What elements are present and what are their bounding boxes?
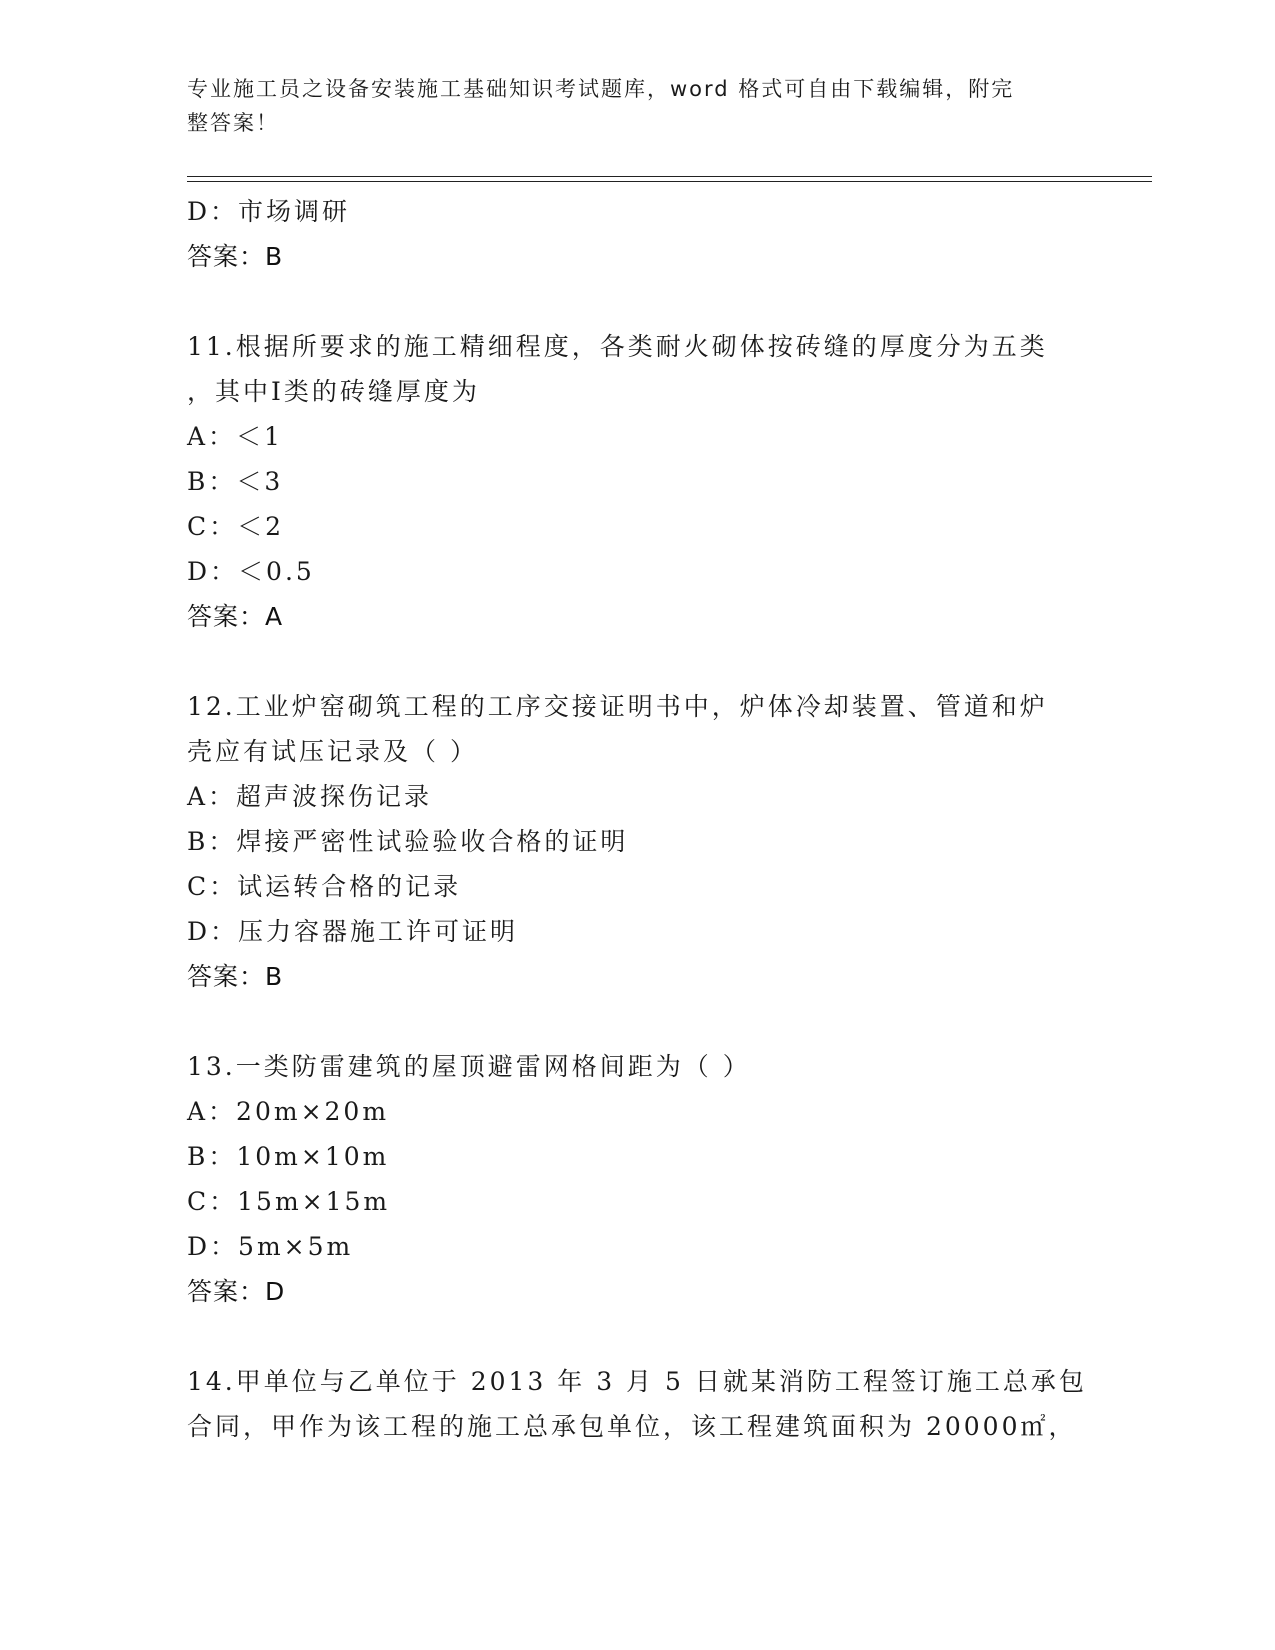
document-body [187, 189, 1087, 1449]
question-stem-line: 14.甲单位与乙单位于 2013 年 3 月 5 日就某消防工程签订施工总承包 [187, 1367, 1087, 1396]
option-b: B：10m×10m [187, 1142, 390, 1171]
header-line-1: 专业施工员之设备安装施工基础知识考试题库，word 格式可自由下载编辑，附完 [187, 77, 1015, 101]
header-divider-top [187, 176, 1152, 177]
question-stem-line: 13.一类防雷建筑的屋顶避雷网格间距为（ ） [187, 1052, 751, 1081]
option-c: C：＜2 [187, 512, 285, 541]
option-d: D：5m×5m [187, 1232, 354, 1261]
answer-line: 答案：B [187, 962, 284, 991]
answer-line: 答案：A [187, 602, 284, 631]
option-d: D：压力容器施工许可证明 [187, 917, 519, 946]
option-d: D：＜0.5 [187, 557, 315, 586]
option-c: C：15m×15m [187, 1187, 391, 1216]
question-stem-line: 11.根据所要求的施工精细程度，各类耐火砌体按砖缝的厚度分为五类 [187, 332, 1048, 361]
question-stem-line: 12.工业炉窑砌筑工程的工序交接证明书中，炉体冷却装置、管道和炉 [187, 692, 1048, 721]
document-header [187, 72, 1067, 140]
option-b: B：焊接严密性试验验收合格的证明 [187, 827, 629, 856]
question-12 [187, 684, 1087, 999]
question-14 [187, 1359, 1087, 1449]
option-a: A：20m×20m [187, 1097, 390, 1126]
answer-line: 答案：B [187, 242, 284, 271]
option-c: C：试运转合格的记录 [187, 872, 462, 901]
previous-question-tail [187, 189, 1087, 279]
option-b: B：＜3 [187, 467, 284, 496]
header-line-2: 整答案！ [187, 111, 279, 135]
option-a: A：＜1 [187, 422, 283, 451]
question-11 [187, 324, 1087, 639]
option-d: D：市场调研 [187, 197, 351, 226]
question-stem-line: ，其中Ⅰ类的砖缝厚度为 [187, 377, 480, 406]
header-divider-bottom [187, 181, 1152, 182]
question-stem-line: 合同，甲作为该工程的施工总承包单位，该工程建筑面积为 20000㎡， [187, 1412, 1077, 1441]
option-a: A：超声波探伤记录 [187, 782, 433, 811]
question-13 [187, 1044, 1087, 1314]
question-stem-line: 壳应有试压记录及（ ） [187, 737, 478, 766]
answer-line: 答案：D [187, 1277, 286, 1306]
